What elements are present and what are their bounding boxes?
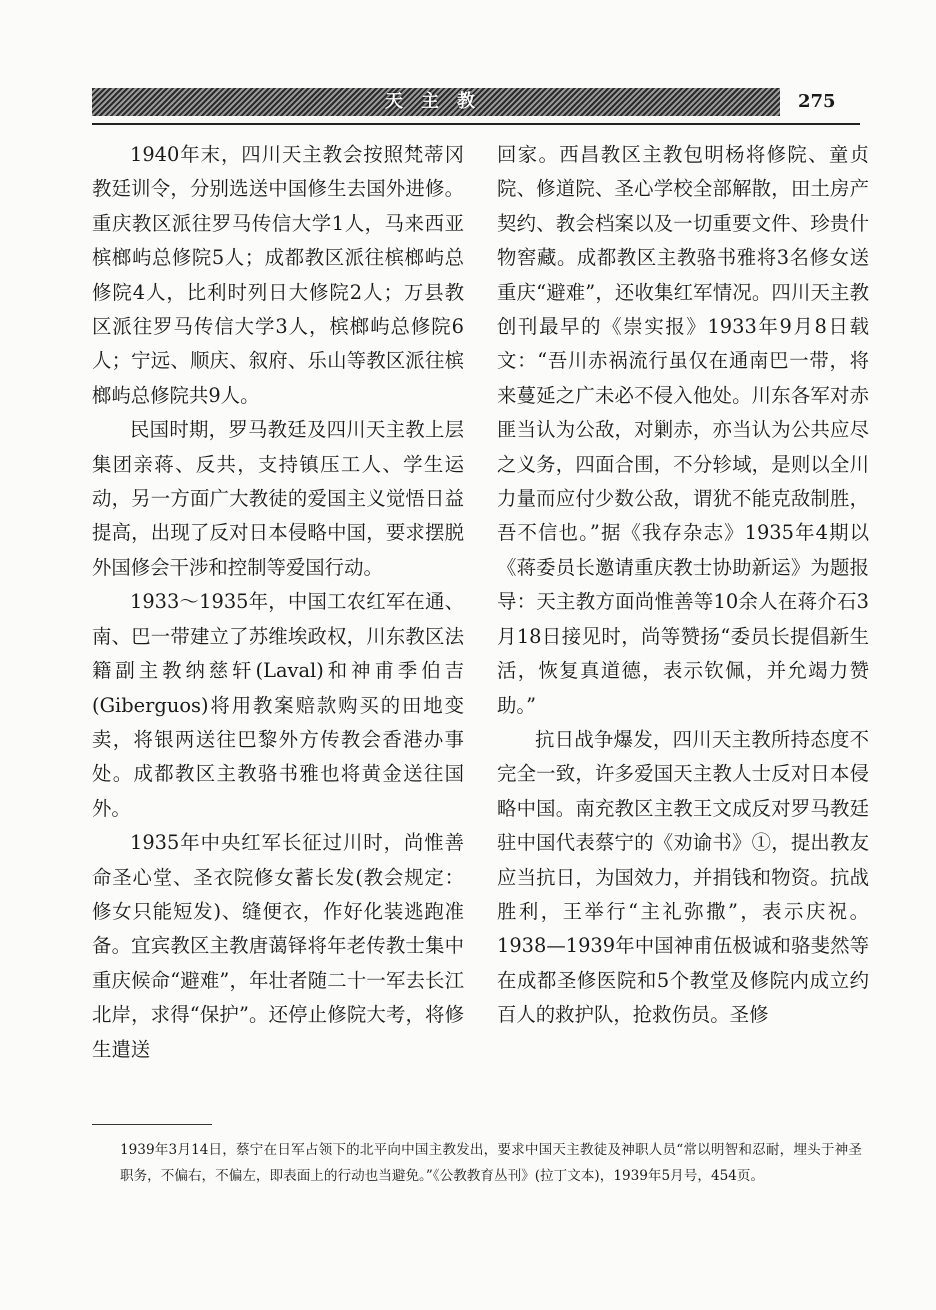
running-header-title: 天主教 — [385, 91, 493, 112]
left-column — [92, 138, 464, 1067]
paragraph: 回家。西昌教区主教包明杨将修院、童贞院、修道院、圣心学校全部解散，田土房产契约、教会档案以及一切重要文件、珍贵什物窖藏。成都教区主教骆书雅将3名修女送重庆“避难”，还收集红军情况。四川天主教创刊最早的《崇实报》1933年9月8日载文：“吾川赤祸流行虽仅在通南巴一带，将来蔓延之广未必不侵入他处。川东各军对赤匪当认为公敌，对剿赤，亦当认为公共应尽之义务，四面合围，不分轸域，是则以全川力量而应付少数公敌，谓犹不能克敌制胜，吾不信也。”据《我存杂志》1935年4期以《蒋委员长邀请重庆教士协助新运》为题报导：天主教方面尚惟善等10余人在蒋介石3月18日接见时，尚等赞扬“委员长提倡新生活，恢复真道德，表示钦佩，并允竭力赞助。” — [497, 143, 869, 717]
paragraph: 抗日战争爆发，四川天主教所持态度不完全一致，许多爱国天主教人士反对日本侵略中国。南充教区主教王文成反对罗马教廷驻中国代表蔡宁的《劝谕书》①，提出教友应当抗日，为国效力，并捐钱和物资。抗战胜利，王举行“主礼弥撒”，表示庆祝。1938—1939年中国神甫伍极诚和骆斐然等在成都圣修医院和5个教堂及修院内成立约百人的救护队，抢救伤员。圣修 — [497, 727, 869, 1027]
page-number: 275 — [798, 91, 836, 112]
footnote — [120, 1138, 862, 1189]
paragraph: 1933～1935年，中国工农红军在通、南、巴一带建立了苏维埃政权，川东教区法籍副主教纳慈轩(Laval)和神甫季伯吉(Giberguos)将用教案赔款购买的田地变卖，将银两送往巴黎外方传教会香港办事处。成都教区主教骆书雅也将黄金送往国外。 — [92, 590, 464, 820]
paragraph: 1935年中央红军长征过川时，尚惟善命圣心堂、圣衣院修女蓄长发(教会规定：修女只能短发)、缝便衣，作好化装逃跑准备。宜宾教区主教唐蔼铎将年老传教士集中重庆候命“避难”，年壮者随二十一军去长江北岸，求得“保护”。还停止修院大考，将修生遣送 — [92, 831, 464, 1061]
right-column — [497, 138, 869, 1033]
paragraph: 民国时期，罗马教廷及四川天主教上层集团亲蒋、反共，支持镇压工人、学生运动，另一方面广大教徒的爱国主义觉悟日益提高，出现了反对日本侵略中国，要求摆脱外国修会干涉和控制等爱国行动。 — [92, 418, 464, 579]
paragraph: 1940年末，四川天主教会按照梵蒂冈教廷训令，分别选送中国修生去国外进修。重庆教区派往罗马传信大学1人，马来西亚槟榔屿总修院5人；成都教区派往槟榔屿总修院4人，比利时列日大修院2人；万县教区派往罗马传信大学3人，槟榔屿总修院6人；宁远、顺庆、叙府、乐山等教区派往槟榔屿总修院共9人。 — [92, 143, 464, 407]
footnote-text: 1939年3月14日，蔡宁在日军占领下的北平向中国主教发出，要求中国天主教徒及神职人员“常以明智和忍耐，埋头于神圣职务，不偏右，不偏左，即表面上的行动也当避免。”《公教教育丛刊》(拉丁文本)，1939年5月号，454页。 — [120, 1142, 862, 1184]
header-rule — [92, 123, 860, 125]
footnote-rule — [92, 1124, 212, 1125]
